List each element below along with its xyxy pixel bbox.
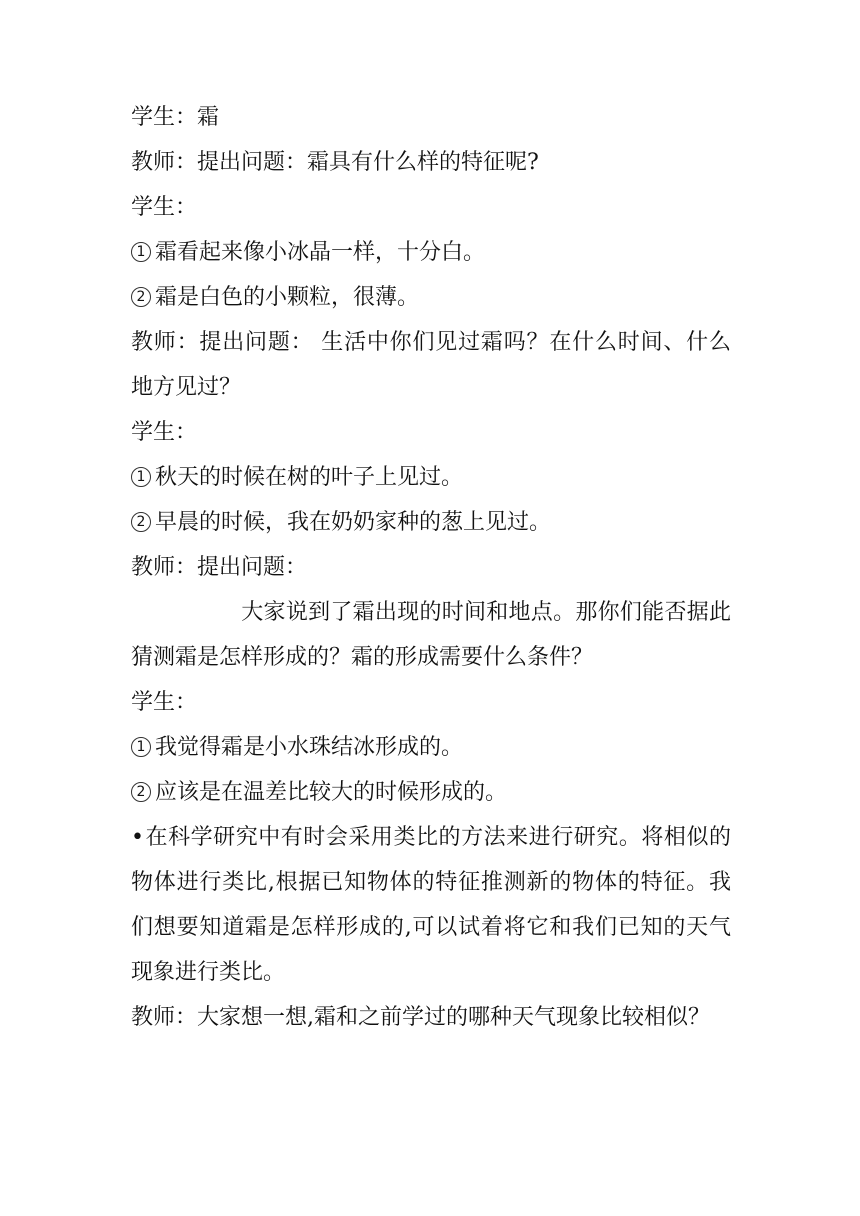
line-text: 早晨的时候，我在奶奶家种的葱上见过。 xyxy=(155,510,552,535)
numbered-item xyxy=(131,770,731,815)
student-answer-line xyxy=(131,95,731,140)
paragraph-text: 在科学研究中有时会采用类比的方法来进行研究。将相似的物体进行类比,根据已知物体的特征推测新的物体的特征。我们想要知道霜是怎样形成的,可以试着将它和我们已知的天气现象进行类比。 xyxy=(131,825,731,985)
circled-number: 1 xyxy=(131,737,151,757)
numbered-item xyxy=(131,230,731,275)
circled-number: 2 xyxy=(131,512,151,532)
teacher-question-line xyxy=(131,545,731,590)
bullet-icon: • xyxy=(131,825,144,850)
analogy-note-paragraph xyxy=(131,815,731,995)
numbered-item xyxy=(131,455,731,500)
circled-number: 2 xyxy=(131,782,151,802)
paragraph-text: 教师：提出问题： 生活中你们见过霜吗？在什么时间、什么地方见过？ xyxy=(131,330,731,400)
line-text: 教师：提出问题： xyxy=(131,555,308,580)
line-text: 学生：霜 xyxy=(131,105,220,130)
student-label-line xyxy=(131,680,731,725)
circled-number: 2 xyxy=(131,287,151,307)
teacher-question-paragraph xyxy=(131,995,731,1040)
line-text: 学生： xyxy=(131,690,198,715)
teacher-question-paragraph xyxy=(131,320,731,410)
line-text: 教师：提出问题：霜具有什么样的特征呢? xyxy=(131,150,539,175)
teacher-question-paragraph xyxy=(131,590,731,680)
student-label-line xyxy=(131,185,731,230)
line-text: 霜是白色的小颗粒，很薄。 xyxy=(155,285,420,310)
line-text: 霜看起来像小冰晶一样，十分白。 xyxy=(155,240,486,265)
numbered-item xyxy=(131,275,731,320)
line-text: 秋天的时候在树的叶子上见过。 xyxy=(155,465,464,490)
line-text: 我觉得霜是小水珠结冰形成的。 xyxy=(155,735,464,760)
circled-number: 1 xyxy=(131,467,151,487)
numbered-item xyxy=(131,500,731,545)
numbered-item xyxy=(131,725,731,770)
document-page xyxy=(131,95,731,1040)
teacher-question-line xyxy=(131,140,731,185)
circled-number: 1 xyxy=(131,242,151,262)
line-text: 学生： xyxy=(131,420,198,445)
line-text: 学生： xyxy=(131,195,198,220)
student-label-line xyxy=(131,410,731,455)
paragraph-text: 教师：大家想一想,霜和之前学过的哪种天气现象比较相似？ xyxy=(131,1005,710,1030)
paragraph-text: 大家说到了霜出现的时间和地点。那你们能否据此猜测霜是怎样形成的？霜的形成需要什么条件？ xyxy=(131,600,731,670)
line-text: 应该是在温差比较大的时候形成的。 xyxy=(155,780,508,805)
